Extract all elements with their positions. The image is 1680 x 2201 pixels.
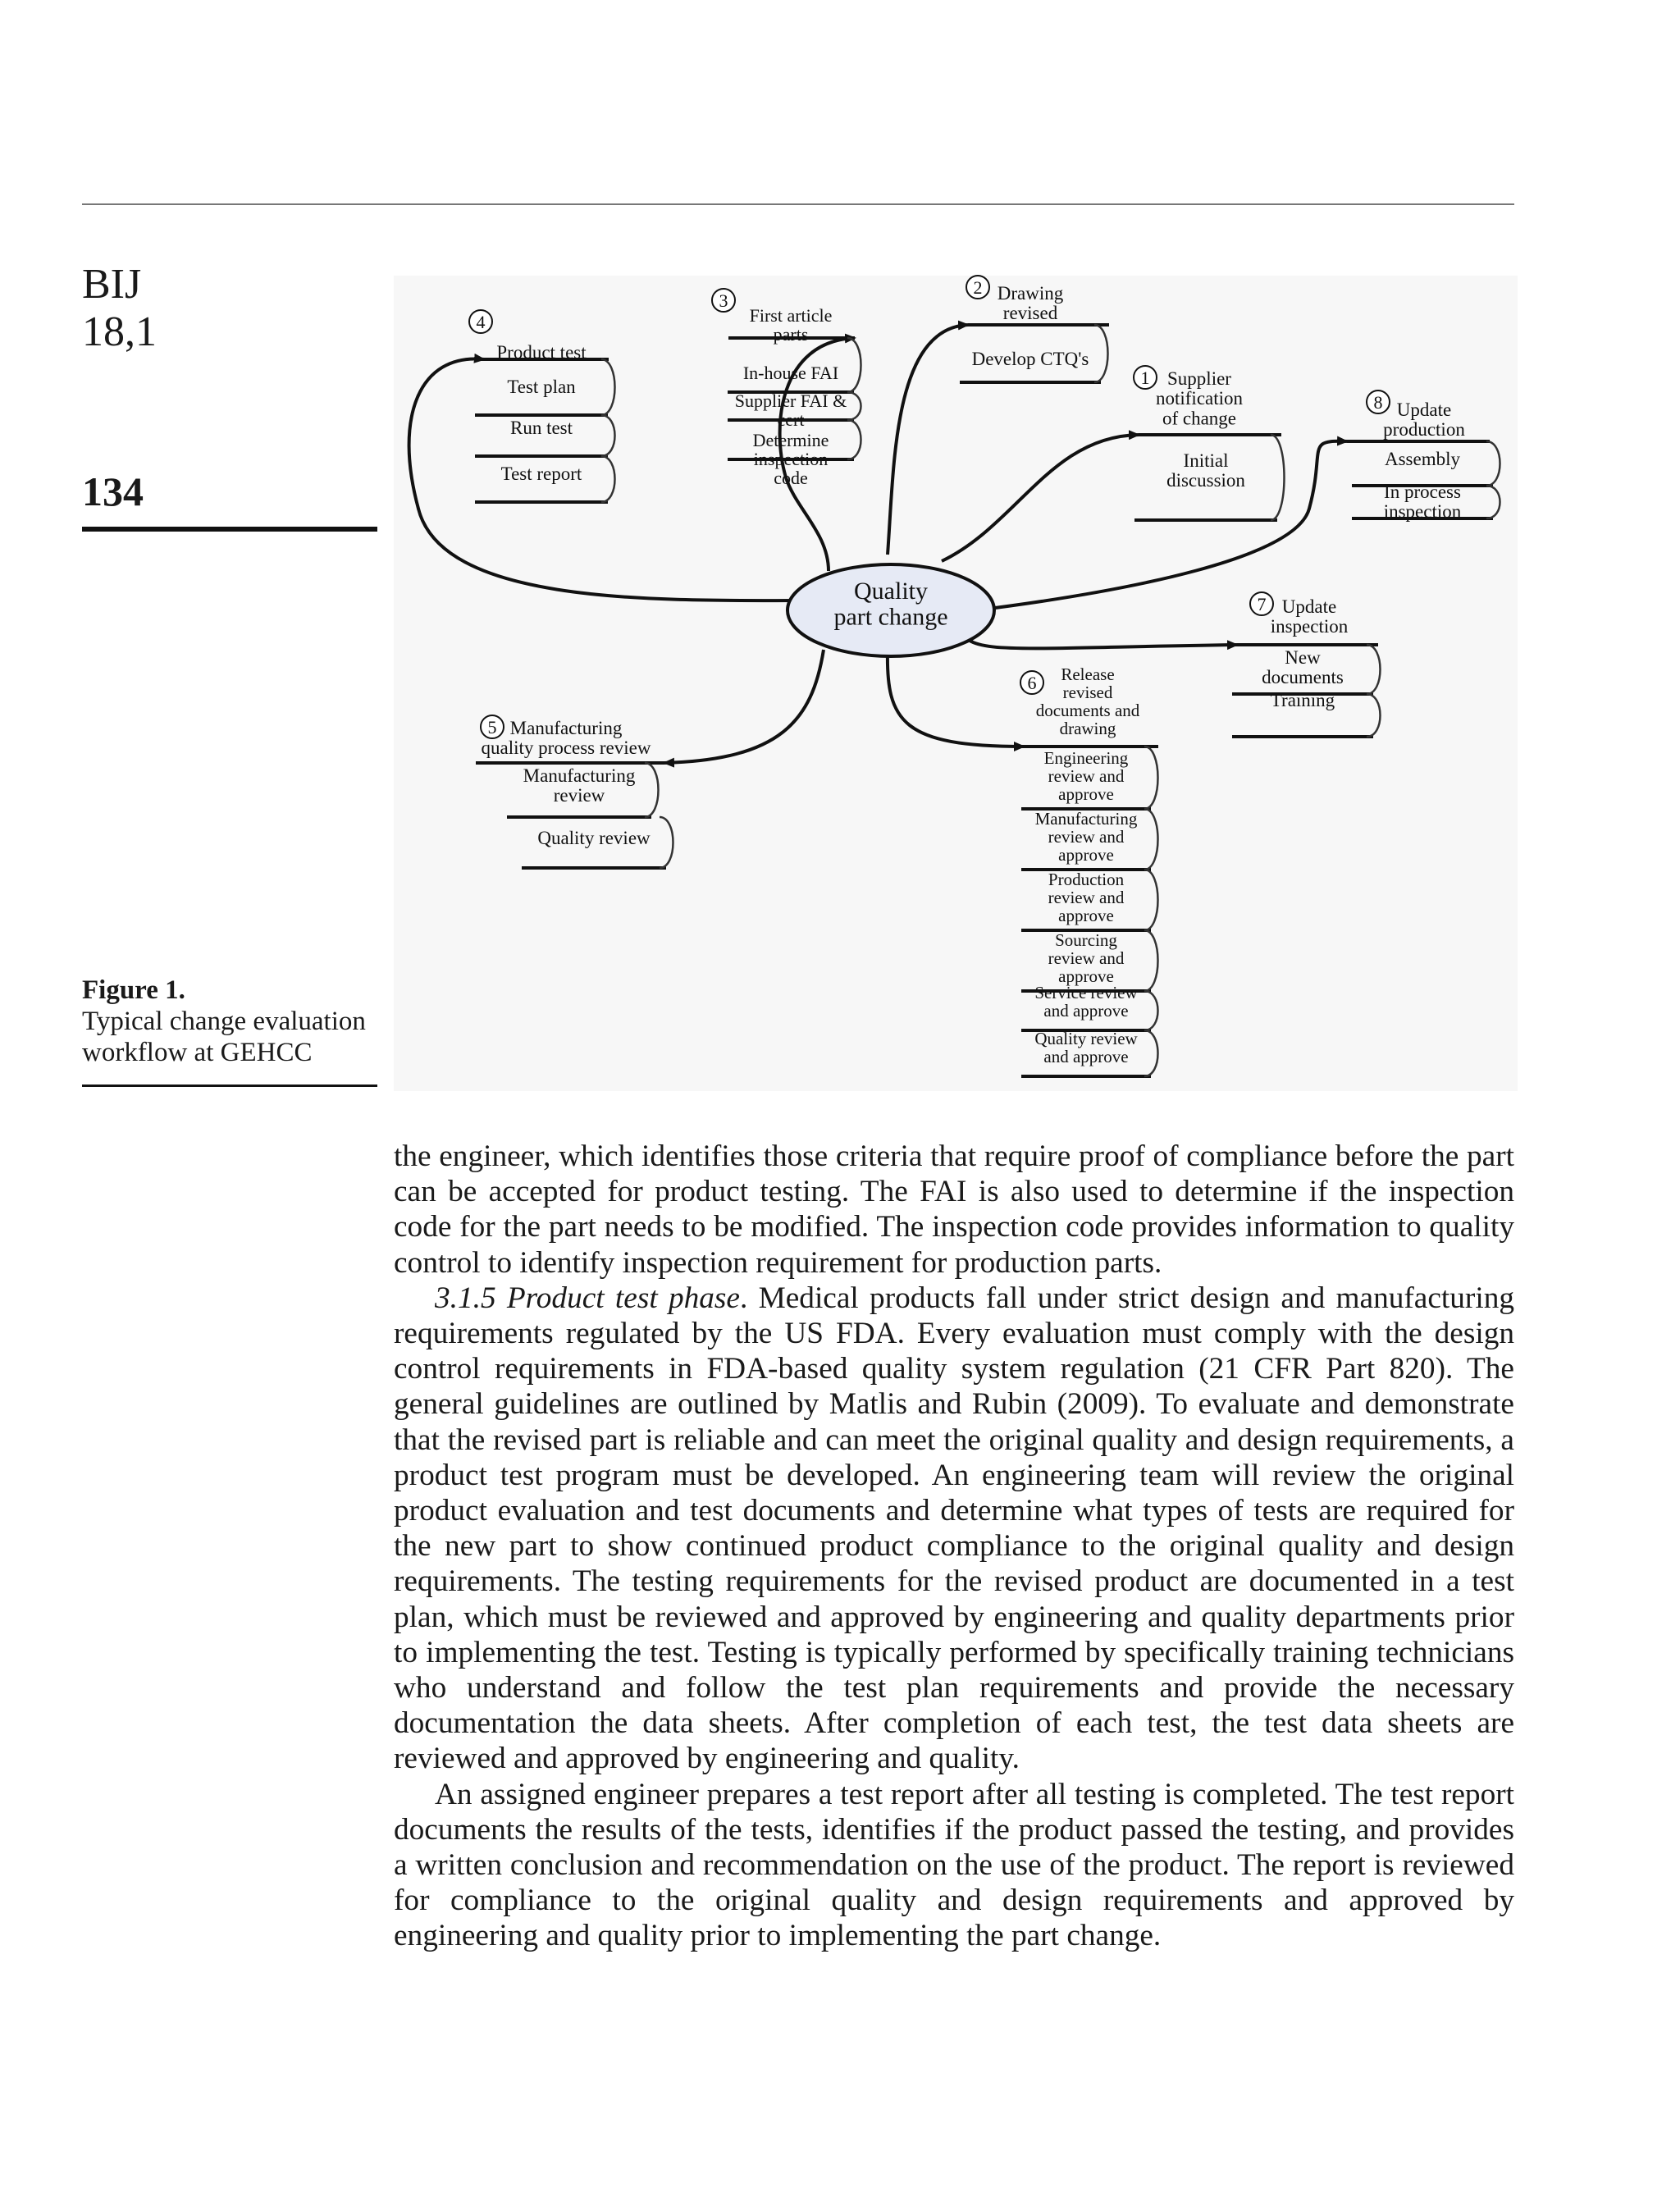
branch-title: inspection <box>1270 616 1349 637</box>
branch-title: Release <box>1061 664 1115 684</box>
branch-item-label: Production <box>1048 870 1125 889</box>
branch-item-label: and approve <box>1043 1001 1129 1021</box>
branch-item-label: Training <box>1270 690 1335 710</box>
branch-item-label: approve <box>1058 845 1114 865</box>
branch-item-label: code <box>774 468 808 489</box>
body-text <box>394 1139 1514 1954</box>
branch-title: notification <box>1155 388 1244 409</box>
branch-item-label: Develop CTQ's <box>971 349 1089 369</box>
branch-item-label: review and <box>1048 827 1125 847</box>
branch-item-label: Run test <box>509 418 573 438</box>
branch-item-label: discussion <box>1166 470 1245 491</box>
branch-item-label: review and <box>1048 948 1125 969</box>
branch-item-label: Sourcing <box>1055 930 1117 950</box>
step-number: 1 <box>1140 368 1150 388</box>
step-number: 8 <box>1373 392 1383 413</box>
branch-item-label: Supplier FAI & <box>734 390 847 411</box>
header-rule <box>82 203 1514 205</box>
branch-title: documents and <box>1035 701 1140 721</box>
branch-item-label: and approve <box>1043 1047 1129 1067</box>
section-heading: 3.1.5 Product test phase <box>435 1281 740 1315</box>
branch-item-label: review and <box>1048 888 1125 908</box>
branch-title: Product test <box>496 342 587 363</box>
branch-item-label: Quality review <box>1034 1029 1138 1048</box>
branch-title: Manufacturing <box>509 718 623 738</box>
paragraph: the engineer, which identifies those criteria that require proof of compliance before the part can be accepted for product testing. The FAI is also used to determine if the inspection code for the part needs to be modified. The inspection code provides information to quality control to identify inspection requirement for production parts. <box>394 1139 1514 1280</box>
center-node-label: Quality <box>854 578 928 605</box>
branch-item-label: approve <box>1058 784 1114 805</box>
branch-title: drawing <box>1059 719 1116 739</box>
branch-item-label: documents <box>1262 667 1344 688</box>
branch-title: Drawing <box>997 283 1064 304</box>
step-number: 4 <box>476 312 486 332</box>
caption-rule <box>82 1085 377 1087</box>
branch-item-label: New <box>1285 647 1321 668</box>
branch-item-label: inspection <box>753 449 829 470</box>
center-node-label: part change <box>833 603 948 631</box>
journal-volume: 18,1 <box>82 308 157 355</box>
branch-item-label: Service review <box>1034 983 1138 1002</box>
branch-item-label: Assembly <box>1385 449 1460 469</box>
branch-item-label: inspection <box>1383 501 1462 523</box>
figure-caption <box>82 975 394 1068</box>
page-number: 134 <box>82 468 144 514</box>
branch-item-label: approve <box>1058 906 1114 926</box>
branch-title: revised <box>1062 683 1113 703</box>
branch-item-label: Test report <box>500 463 582 484</box>
branch-title: Supplier <box>1167 368 1231 389</box>
branch-item-label: Initial <box>1183 450 1229 471</box>
branch-item-label: approve <box>1058 966 1114 987</box>
journal-info <box>82 261 157 356</box>
workflow-diagram <box>394 263 1518 1091</box>
branch-title: of change <box>1162 408 1237 429</box>
figure-background <box>394 276 1518 1091</box>
branch-title: First article <box>749 305 833 326</box>
branch-item-label: Determine <box>752 430 829 450</box>
branch-item-label: Manufacturing <box>523 765 636 786</box>
branch-item-label: In-house FAI <box>742 363 839 383</box>
branch-title: Update <box>1396 400 1452 420</box>
branch-title: production <box>1383 419 1465 441</box>
figure-label: Figure 1. <box>82 975 185 1005</box>
branch-title: parts <box>773 324 809 345</box>
step-number: 7 <box>1257 594 1267 614</box>
journal-name: BIJ <box>82 261 142 308</box>
branch-item-label: Manufacturing <box>1034 809 1138 829</box>
step-number: 6 <box>1027 673 1037 693</box>
branch-item-label: Engineering <box>1043 748 1129 768</box>
branch-title: quality process review <box>481 737 651 759</box>
branch-item-label: Quality review <box>537 828 651 848</box>
paragraph <box>394 1281 1514 1777</box>
branch-title: revised <box>1002 303 1058 324</box>
step-number: 2 <box>973 277 983 298</box>
branch-item-label: cert <box>777 409 805 431</box>
step-number: 3 <box>719 290 728 311</box>
page-number-rule <box>82 527 377 532</box>
branch-item-label: review and <box>1048 766 1125 787</box>
branch-item-label: In process <box>1384 482 1461 502</box>
branch-item-label: review <box>553 785 605 806</box>
step-number: 5 <box>487 717 497 737</box>
branch-title: Update <box>1281 596 1337 617</box>
paragraph: An assigned engineer prepares a test report after all testing is completed. The test report documents the results of the tests, identifies if the product passed the testing, and provides a written conclusion and recommendation on the use of the product. The report is reviewed for compliance to the original quality and design requirements and approved by engineering and quality prior to implementing the part change. <box>394 1777 1514 1953</box>
figure-caption-text: Typical change evaluation workflow at GEHCC <box>82 1007 366 1067</box>
paragraph-text: . Medical products fall under strict design and manufacturing requirements regulated by the US FDA. Every evaluation must comply with the design control requirements in FDA-based quality system regulation (21 CFR Part 820). The general guidelines are outlined by Matlis and Rubin (2009). To evaluate and demonstrate that the revised part is reliable and can meet the original quality and design requirements, a product test program must be developed. An engineering team will review the original product evaluation and test documents and determine what types of tests are required for the new part to show continued product compliance to the original quality and design requirements. The testing requirements for the revised product are documented in a test plan, which must be reviewed and approved by engineering and quality departments prior to implementing the test. Testing is typically performed by specifically training technicians who understand and follow the test plan requirements and provide the necessary documentation the data sheets. After completion of each test, the test data sheets are reviewed and approved by engineering and quality. <box>394 1281 1514 1776</box>
branch-item-label: Test plan <box>507 377 576 397</box>
